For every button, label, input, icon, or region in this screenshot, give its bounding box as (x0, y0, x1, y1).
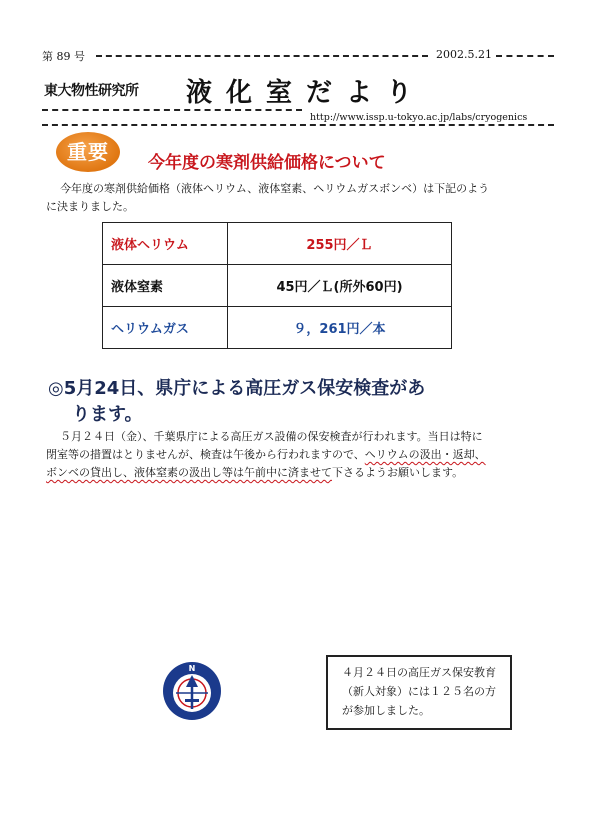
section2-line3-plain: 下さるようお願いします。 (332, 466, 464, 479)
section2-line2 (46, 446, 486, 463)
section2-heading (48, 376, 425, 428)
section2-line3 (46, 464, 463, 481)
issue-date: 2002.5.21 (436, 48, 492, 61)
price-table (102, 222, 452, 349)
section1-heading: 今年度の寒剤供給価格について (148, 153, 386, 173)
header-dash-top-right (496, 55, 554, 57)
section1-intro-line2: に決まりました。 (46, 200, 134, 213)
training-note-box (326, 655, 512, 730)
note-line2: （新人対象）には１２５名の方 (342, 685, 496, 698)
table-row (103, 265, 452, 307)
price-value: ９，261円／本 (228, 307, 452, 349)
section2-line1: ５月２４日（金）、千葉県庁による高圧ガス設備の保安検査が行われます。当日は特に (60, 430, 483, 443)
header-dash-rule (42, 124, 554, 126)
institute-name: 東大物性研究所 (44, 83, 139, 99)
section2-line2-underlined: ヘリウムの汲出・返却、 (364, 448, 486, 461)
logo-letter: N (188, 664, 196, 673)
section2-heading-line2: ります。 (72, 404, 143, 425)
section2-line2-plain: 閉室等の措置はとりませんが、検査は午後から行われますので、 (46, 448, 365, 461)
section2-line3-underlined: ボンベの貸出し、液体窒素の汲出し等は午前中に済ませて (46, 466, 332, 479)
section2-heading-line1: ◎5月24日、県庁による高圧ガス保安検査があ (48, 378, 426, 399)
table-row (103, 307, 452, 349)
price-value: 45円／Ｌ(所外60円) (228, 265, 452, 307)
price-item: 液体ヘリウム (103, 223, 228, 265)
lab-url[interactable]: http://www.issp.u-tokyo.ac.jp/labs/cryogenics (310, 112, 528, 123)
issue-number: 第 89 号 (42, 50, 85, 63)
price-value: 255円／Ｌ (228, 223, 452, 265)
price-item: 液体窒素 (103, 265, 228, 307)
important-badge: 重要 (56, 132, 120, 172)
note-line3: が参加しました。 (342, 704, 430, 717)
header-dash-top (96, 55, 428, 57)
section1-intro-line1: 今年度の寒剤供給価格（液体ヘリウム、液体窒素、ヘリウムガスボンベ）は下記のよう (60, 182, 490, 195)
newsletter-title: 液化室だより (186, 78, 427, 108)
note-line1: ４月２４日の高圧ガス保安教育 (342, 666, 496, 679)
price-item: ヘリウムガス (103, 307, 228, 349)
table-row (103, 223, 452, 265)
header-dash-bottom (42, 109, 302, 111)
cryogenics-compass-logo-icon (162, 661, 222, 721)
